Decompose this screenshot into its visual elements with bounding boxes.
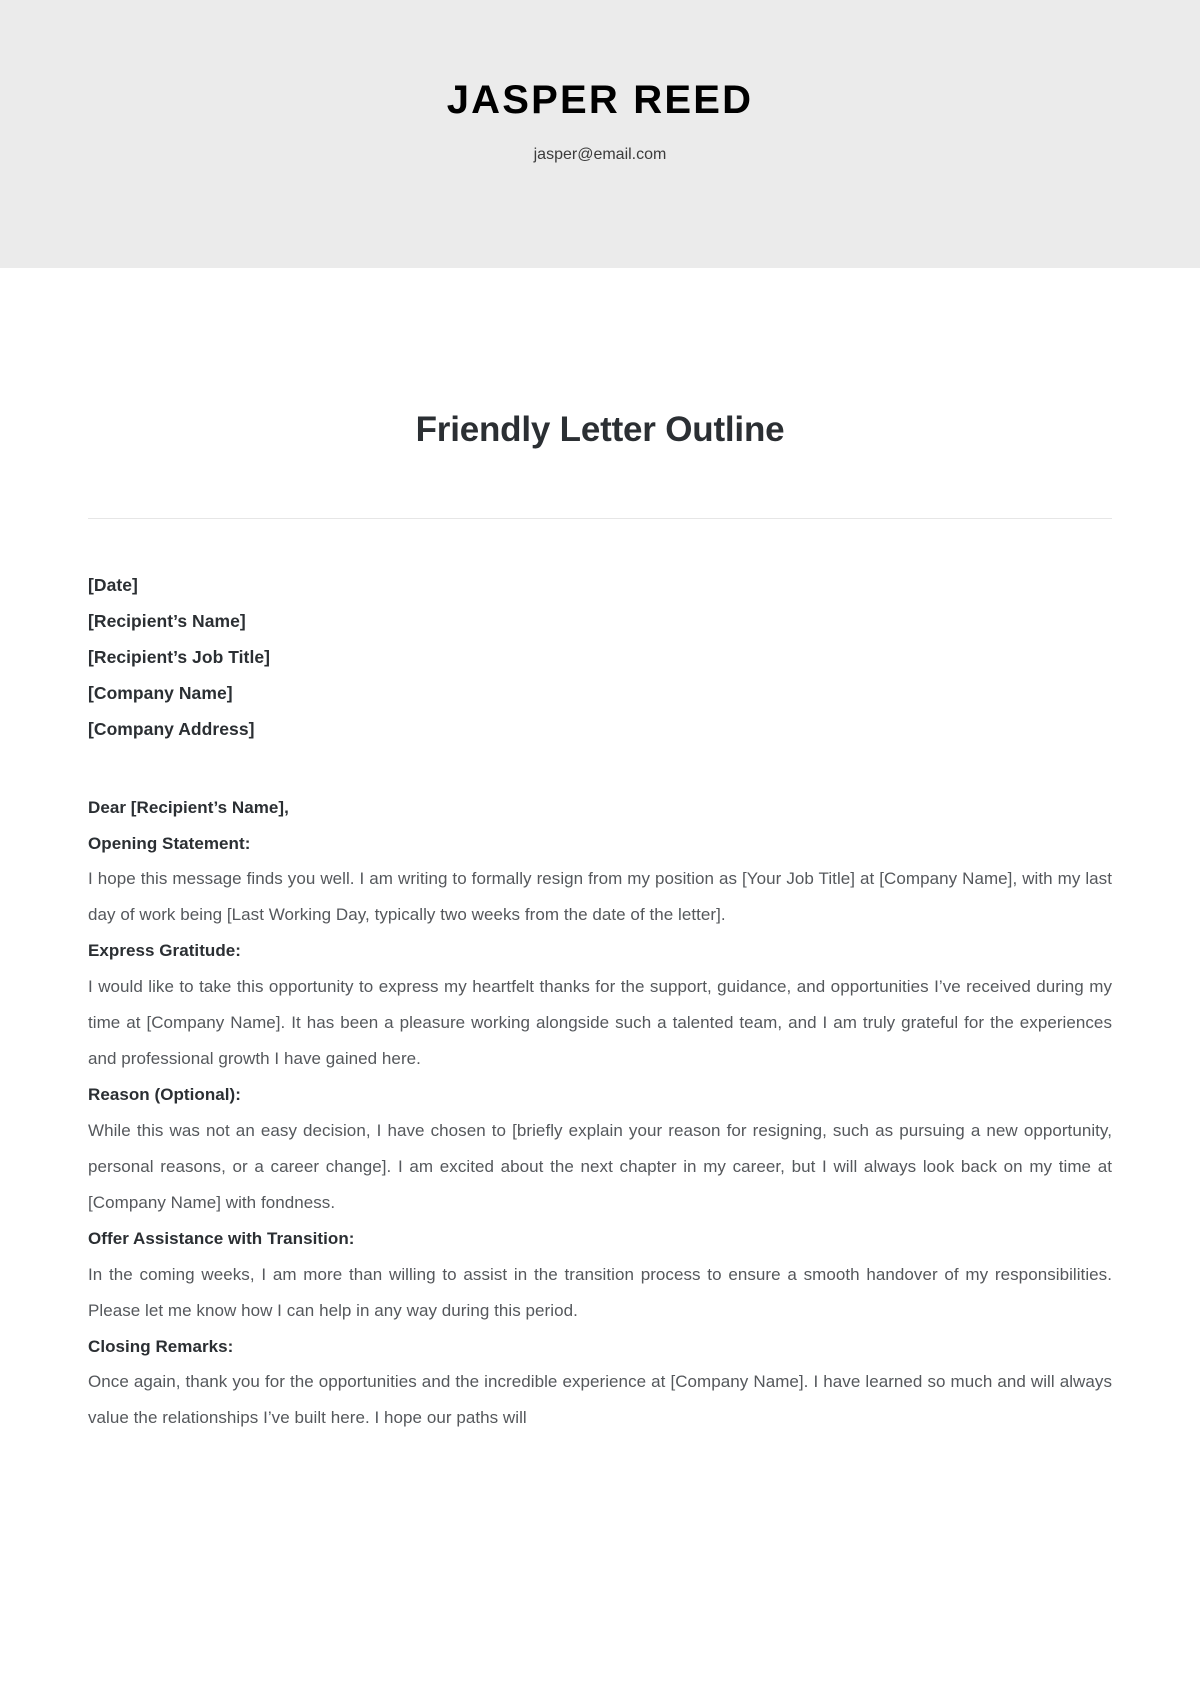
letterhead-banner	[0, 0, 1200, 268]
address-line-recipient-title: [Recipient’s Job Title]	[88, 646, 271, 667]
section-body-offer-assistance: In the coming weeks, I am more than willing to assist in the transition process to ensure a smooth handover of my responsibilities. Please let me know how I can help in any way during this period.	[88, 1264, 1112, 1320]
section-heading-offer-assistance: Offer Assistance with Transition:	[88, 1228, 355, 1248]
letter-body	[88, 790, 1112, 1437]
address-block	[88, 567, 1112, 747]
section-body-express-gratitude: I would like to take this opportunity to express my heartfelt thanks for the support, guidance, and opportunities I’ve received during my time at [Company Name]. It has been a pleasure working alongside such a talented team, and I am truly grateful for the experiences and professional growth I have gained here.	[88, 977, 1112, 1069]
section-body-opening-statement: I hope this message finds you well. I am writing to formally resign from my position as [Your Job Title] at [Company Name], with my last day of work being [Last Working Day, typically two weeks from the date of the letter].	[88, 869, 1112, 925]
letterhead-email: jasper@email.com	[533, 146, 667, 163]
address-line-company-address: [Company Address]	[88, 718, 255, 739]
title-divider	[88, 518, 1112, 519]
address-line-recipient-name: [Recipient’s Name]	[88, 610, 246, 631]
address-line-date: [Date]	[88, 574, 138, 595]
letterhead-name: JASPER REED	[446, 78, 754, 122]
address-line-company-name: [Company Name]	[88, 682, 233, 703]
section-body-closing-remarks: Once again, thank you for the opportunities and the incredible experience at [Company Name]. I have learned so much and will always value the relationships I’ve built here. I hope our paths will	[88, 1372, 1112, 1428]
section-heading-express-gratitude: Express Gratitude:	[88, 941, 242, 961]
section-heading-opening-statement: Opening Statement:	[88, 833, 251, 853]
section-heading-closing-remarks: Closing Remarks:	[88, 1336, 234, 1356]
document-sheet	[0, 268, 1200, 1436]
section-heading-reason-optional: Reason (Optional):	[88, 1085, 241, 1105]
document-title: Friendly Letter Outline	[415, 410, 785, 449]
salutation: Dear [Recipient’s Name],	[88, 797, 289, 817]
section-body-reason-optional: While this was not an easy decision, I have chosen to [briefly explain your reason for resigning, such as pursuing a new opportunity, personal reasons, or a career change]. I am excited about the next chapter in my career, but I will always look back on my time at [Company Name] with fondness.	[88, 1120, 1112, 1212]
